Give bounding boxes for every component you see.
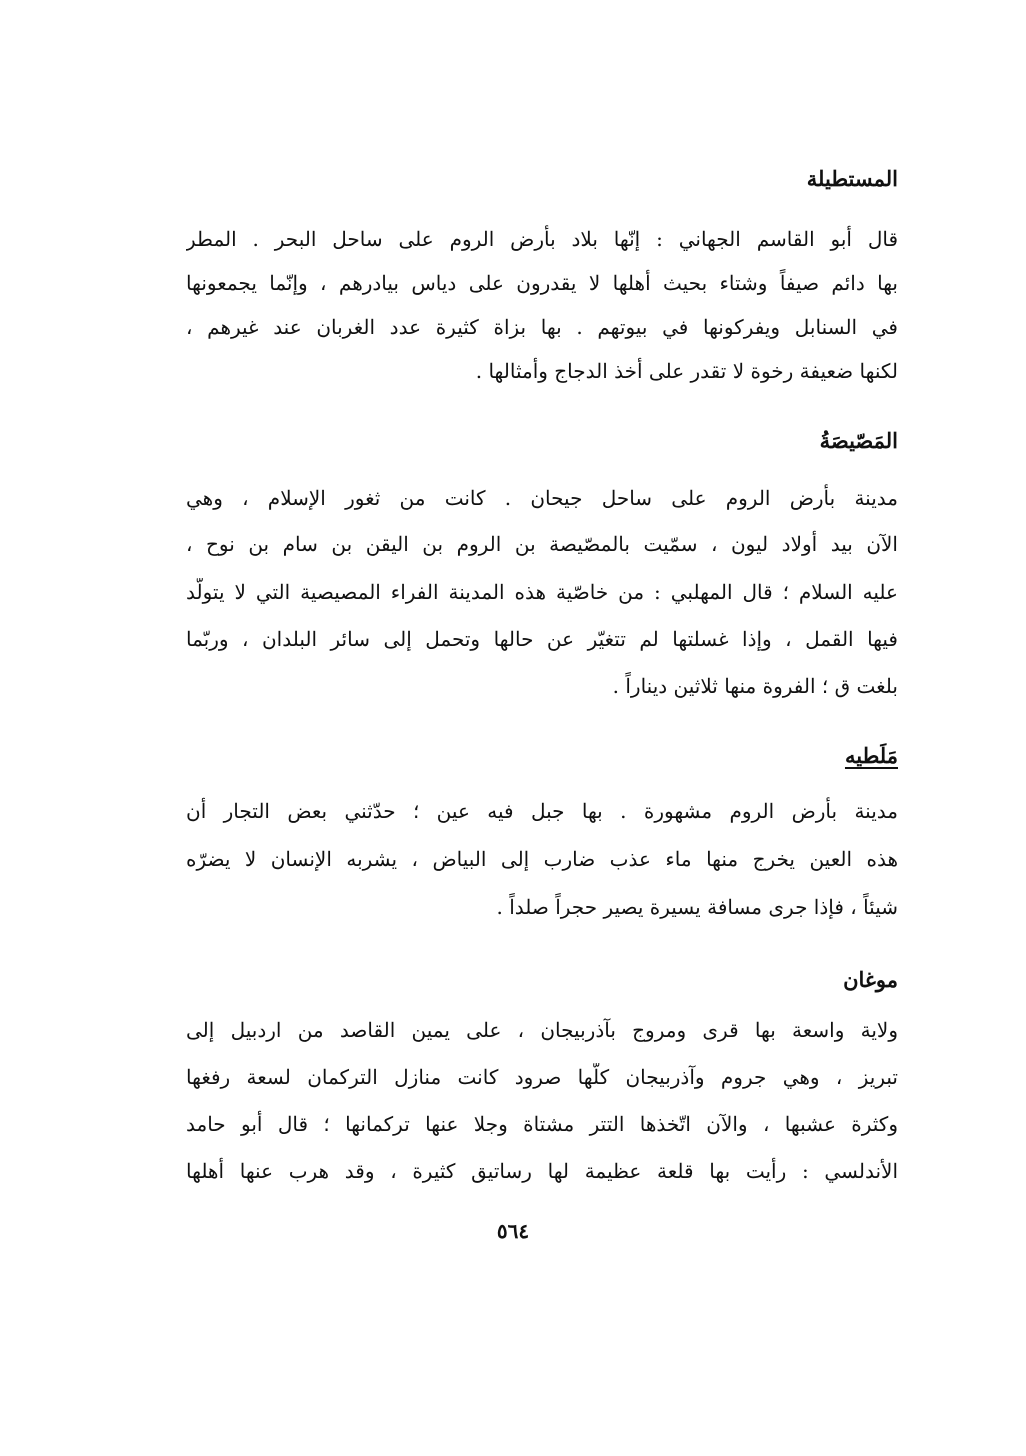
- entry-title: المستطيلة: [806, 166, 898, 191]
- paragraph-line: بلغت ق ؛ الفروة منها ثلاثين ديناراً .: [612, 674, 898, 698]
- paragraph-line: الأندلسي : رأيت بها قلعة عظيمة لها رساتيق كثيرة ، وقد هرب عنها أهلها: [186, 1159, 898, 1183]
- paragraph-line: شيئاً ، فإذا جرى مسافة يسيرة يصير حجراً صلداً .: [496, 895, 898, 919]
- paragraph-line: الآن بيد أولاد ليون ، سمّيت بالمصّيصة بن الروم بن اليقن بن سام بن نوح ،: [186, 532, 898, 556]
- paragraph-line: بها دائم صيفاً وشتاء بحيث أهلها لا يقدرون على دياس بيادرهم ، وإنّما يجمعونها: [186, 271, 898, 295]
- paragraph-line: ولاية واسعة بها قرى ومروج بآذربيجان ، على يمين القاصد من اردبيل إلى: [186, 1018, 898, 1042]
- page-number: ٥٦٤: [496, 1219, 530, 1243]
- paragraph-line: قال أبو القاسم الجهاني : إنّها بلاد بأرض الروم على ساحل البحر . المطر: [186, 227, 898, 251]
- entry-title: [845, 743, 898, 768]
- paragraph-line: هذه العين يخرج منها ماء عذب ضارب إلى البياض ، يشربه الإنسان لا يضرّه: [186, 847, 898, 871]
- paragraph-line: مدينة بأرض الروم على ساحل جيحان . كانت من ثغور الإسلام ، وهي: [186, 486, 898, 510]
- paragraph-line: عليه السلام ؛ قال المهلبي : من خاصّية هذه المدينة الفراء المصيصية التي لا يتولّد: [186, 580, 898, 604]
- entry-title: المَصّيصَةُ: [819, 428, 898, 453]
- paragraph-line: في السنابل ويفركونها في بيوتهم . بها بزاة كثيرة عدد الغربان عند غيرهم ،: [186, 315, 898, 339]
- entry-title-text: مَلَطيه: [844, 743, 898, 768]
- entry-title: موغان: [843, 967, 898, 992]
- paragraph-line: لكنها ضعيفة رخوة لا تقدر على أخذ الدجاج وأمثالها .: [475, 359, 898, 383]
- paragraph-line: مدينة بأرض الروم مشهورة . بها جبل فيه عين ؛ حدّثني بعض التجار أن: [186, 799, 898, 823]
- paragraph-line: فيها القمل ، وإذا غسلتها لم تتغيّر عن حالها وتحمل إلى سائر البلدان ، وربّما: [186, 627, 898, 651]
- paragraph-line: وكثرة عشبها ، والآن اتّخذها التتر مشتاة وجلا عنها تركمانها ؛ قال أبو حامد: [186, 1112, 898, 1136]
- paragraph-line: تبريز ، وهي جروم وآذربيجان كلّها صرود كانت منازل التركمان لسعة رفغها: [186, 1065, 898, 1089]
